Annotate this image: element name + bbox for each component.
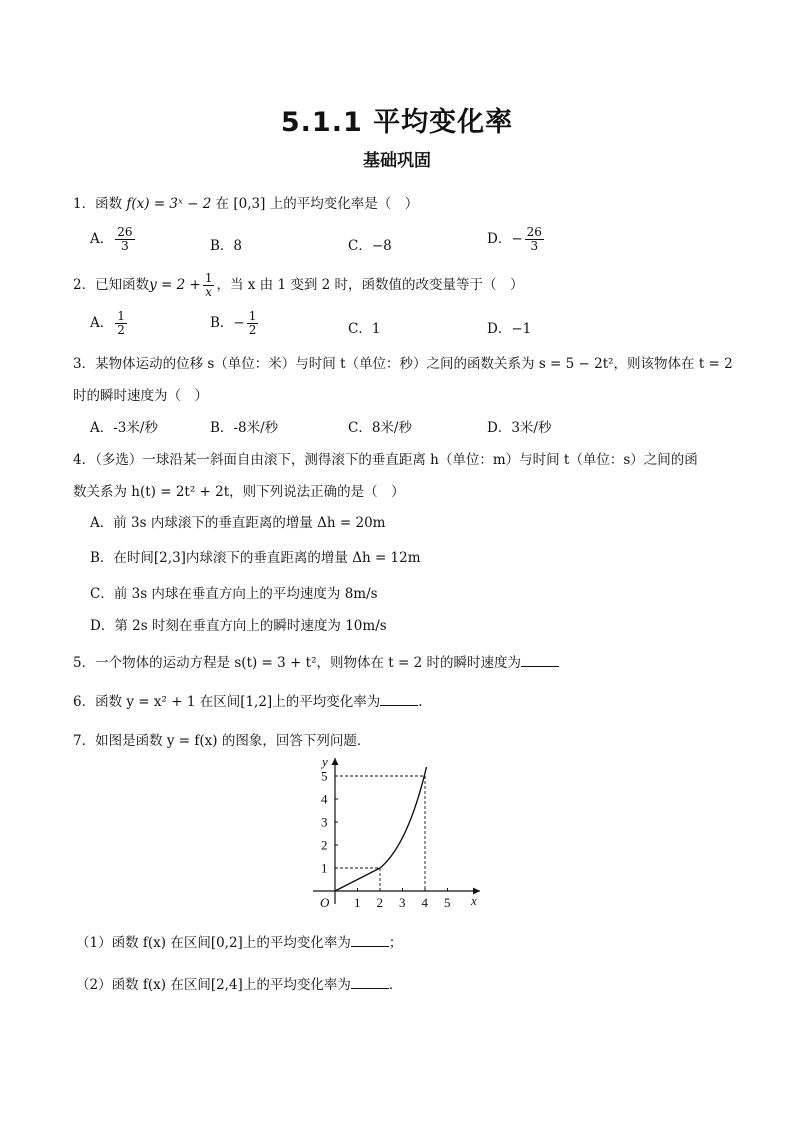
- question-7-part-1: [76, 931, 402, 951]
- option-sign: −: [511, 231, 523, 247]
- option-label: C．: [348, 321, 372, 337]
- x-tick-label: 2: [376, 895, 383, 910]
- q2-suffix: ，当 x 由 1 变到 2 时，函数值的改变量等于（ ）: [216, 277, 524, 293]
- option-sign: −: [233, 315, 245, 331]
- option-label: D．: [487, 231, 512, 247]
- question-4-line-2: 数关系为 h(t) = 2t² + 2t，则下列说法正确的是（ ）: [73, 484, 405, 500]
- fraction-denominator: x: [205, 285, 213, 299]
- fraction: [203, 272, 215, 299]
- y-tick-label: 1: [321, 860, 328, 876]
- option-label: B．: [210, 315, 234, 331]
- q1-prefix: 1．函数: [73, 196, 123, 212]
- y-tick-label: 4: [321, 791, 328, 807]
- option-text: −8: [371, 238, 392, 254]
- answer-blank[interactable]: [351, 934, 389, 947]
- q2-option-d[interactable]: [487, 317, 531, 337]
- fraction: [115, 310, 127, 337]
- y-tick-label: 2: [321, 837, 328, 853]
- q3-option-c[interactable]: C．8米/秒: [348, 420, 412, 436]
- y-tick-label: 5: [321, 768, 328, 784]
- fraction-denominator: 3: [121, 239, 129, 253]
- x-tick-label: 5: [444, 895, 451, 910]
- q1-option-d[interactable]: [487, 226, 546, 253]
- option-label: D．: [487, 321, 512, 337]
- q4-option-c[interactable]: C．前 3s 内球在垂直方向上的平均速度为 8m/s: [90, 586, 378, 602]
- q7-sub-1-end: ；: [388, 935, 403, 951]
- graph-layer: [313, 754, 480, 910]
- question-5: [73, 651, 559, 671]
- x-tick-label: 4: [421, 895, 428, 910]
- fraction: [525, 226, 544, 253]
- q1-option-b[interactable]: [210, 234, 242, 254]
- question-6: [73, 690, 423, 710]
- section-subtitle: 基础巩固: [363, 151, 431, 171]
- fraction-numerator: 26: [526, 225, 542, 239]
- q2-prefix: 2．已知函数: [73, 277, 150, 293]
- fraction: [115, 226, 134, 253]
- fraction-numerator: 1: [248, 309, 257, 323]
- q3-option-a[interactable]: A．-3米/秒: [90, 420, 158, 436]
- q7-sub-2-end: ．: [388, 977, 403, 993]
- q6-text: 6．函数 y = x² + 1 在区间[1,2]上的平均变化率为: [73, 694, 381, 710]
- option-label: C．: [348, 238, 372, 254]
- fraction-numerator: 26: [117, 225, 133, 239]
- q2-option-c[interactable]: [348, 317, 380, 337]
- q2-option-b[interactable]: [210, 310, 260, 337]
- q1-interval: [0,3]: [233, 196, 266, 212]
- fraction-numerator: 1: [204, 271, 213, 285]
- option-text: −1: [511, 321, 532, 337]
- q7-sub-1-text: （1）函数 f(x) 在区间[0,2]上的平均变化率为: [76, 935, 351, 951]
- question-1: [73, 192, 418, 212]
- q3-option-b[interactable]: B．-8米/秒: [210, 420, 279, 436]
- q6-end: .: [418, 694, 423, 710]
- option-label: A．: [90, 315, 114, 331]
- question-7-part-2: [76, 973, 402, 993]
- graph-curve: [380, 767, 427, 868]
- question-7: 7．如图是函数 y = f(x) 的图象，回答下列问题．: [73, 733, 371, 749]
- question-2: [73, 272, 524, 299]
- question-4-line-1: 4．（多选）一球沿某一斜面自由滚下，测得滚下的垂直距离 h（单位：m）与时间 t（单位：s）之间的函: [73, 452, 698, 468]
- page-title: 5.1.1 平均变化率: [280, 107, 514, 138]
- x-tick-label: 3: [399, 895, 406, 910]
- q2-option-a[interactable]: [90, 310, 129, 337]
- answer-blank[interactable]: [380, 693, 418, 706]
- question-3-line-2: 时的瞬时速度为（ ）: [73, 388, 208, 404]
- fraction: [247, 310, 259, 337]
- option-label: A．: [90, 231, 114, 247]
- q7-sub-2-text: （2）函数 f(x) 在区间[2,4]上的平均变化率为: [76, 977, 351, 993]
- q4-option-d[interactable]: D．第 2s 时刻在垂直方向上的瞬时速度为 10m/s: [90, 618, 387, 634]
- origin-label: O: [320, 895, 330, 910]
- graph-segment: [335, 868, 380, 891]
- answer-blank[interactable]: [521, 654, 559, 667]
- option-label: B．: [210, 238, 234, 254]
- q1-formula: f(x) = 3ˣ − 2: [126, 196, 212, 212]
- y-tick-label: 3: [321, 814, 328, 830]
- q1-suffix: 上的平均变化率是（ ）: [269, 196, 419, 212]
- fraction-numerator: 1: [117, 309, 125, 323]
- q3-option-d[interactable]: D．3米/秒: [487, 420, 552, 436]
- x-axis-label: x: [471, 893, 477, 908]
- fraction-denominator: 2: [248, 323, 257, 337]
- q5-text: 5．一个物体的运动方程是 s(t) = 3 + t²，则物体在 t = 2 时的瞬时速度为: [73, 655, 521, 671]
- fraction-denominator: 3: [530, 239, 539, 253]
- q1-option-c[interactable]: [348, 234, 392, 254]
- function-graph: [305, 752, 490, 912]
- q2-formula: y = 2 +: [149, 277, 201, 293]
- q4-option-b[interactable]: B．在时间[2,3]内球滚下的垂直距离的增量 Δh = 12m: [90, 550, 421, 566]
- q1-mid: 在: [215, 196, 230, 212]
- fraction-denominator: 2: [117, 323, 125, 337]
- q1-option-a[interactable]: [90, 226, 137, 253]
- answer-blank[interactable]: [351, 976, 389, 989]
- option-text: 1: [371, 321, 381, 337]
- q4-option-a[interactable]: A．前 3s 内球滚下的垂直距离的增量 Δh = 20m: [90, 515, 386, 531]
- x-tick-label: 1: [354, 895, 361, 910]
- option-text: 8: [233, 238, 243, 254]
- question-3-line-1: 3．某物体运动的位移 s（单位：米）与时间 t（单位：秒）之间的函数关系为 s = 5 − 2t²，则该物体在 t = 2: [73, 356, 733, 372]
- y-axis-label: y: [322, 754, 328, 769]
